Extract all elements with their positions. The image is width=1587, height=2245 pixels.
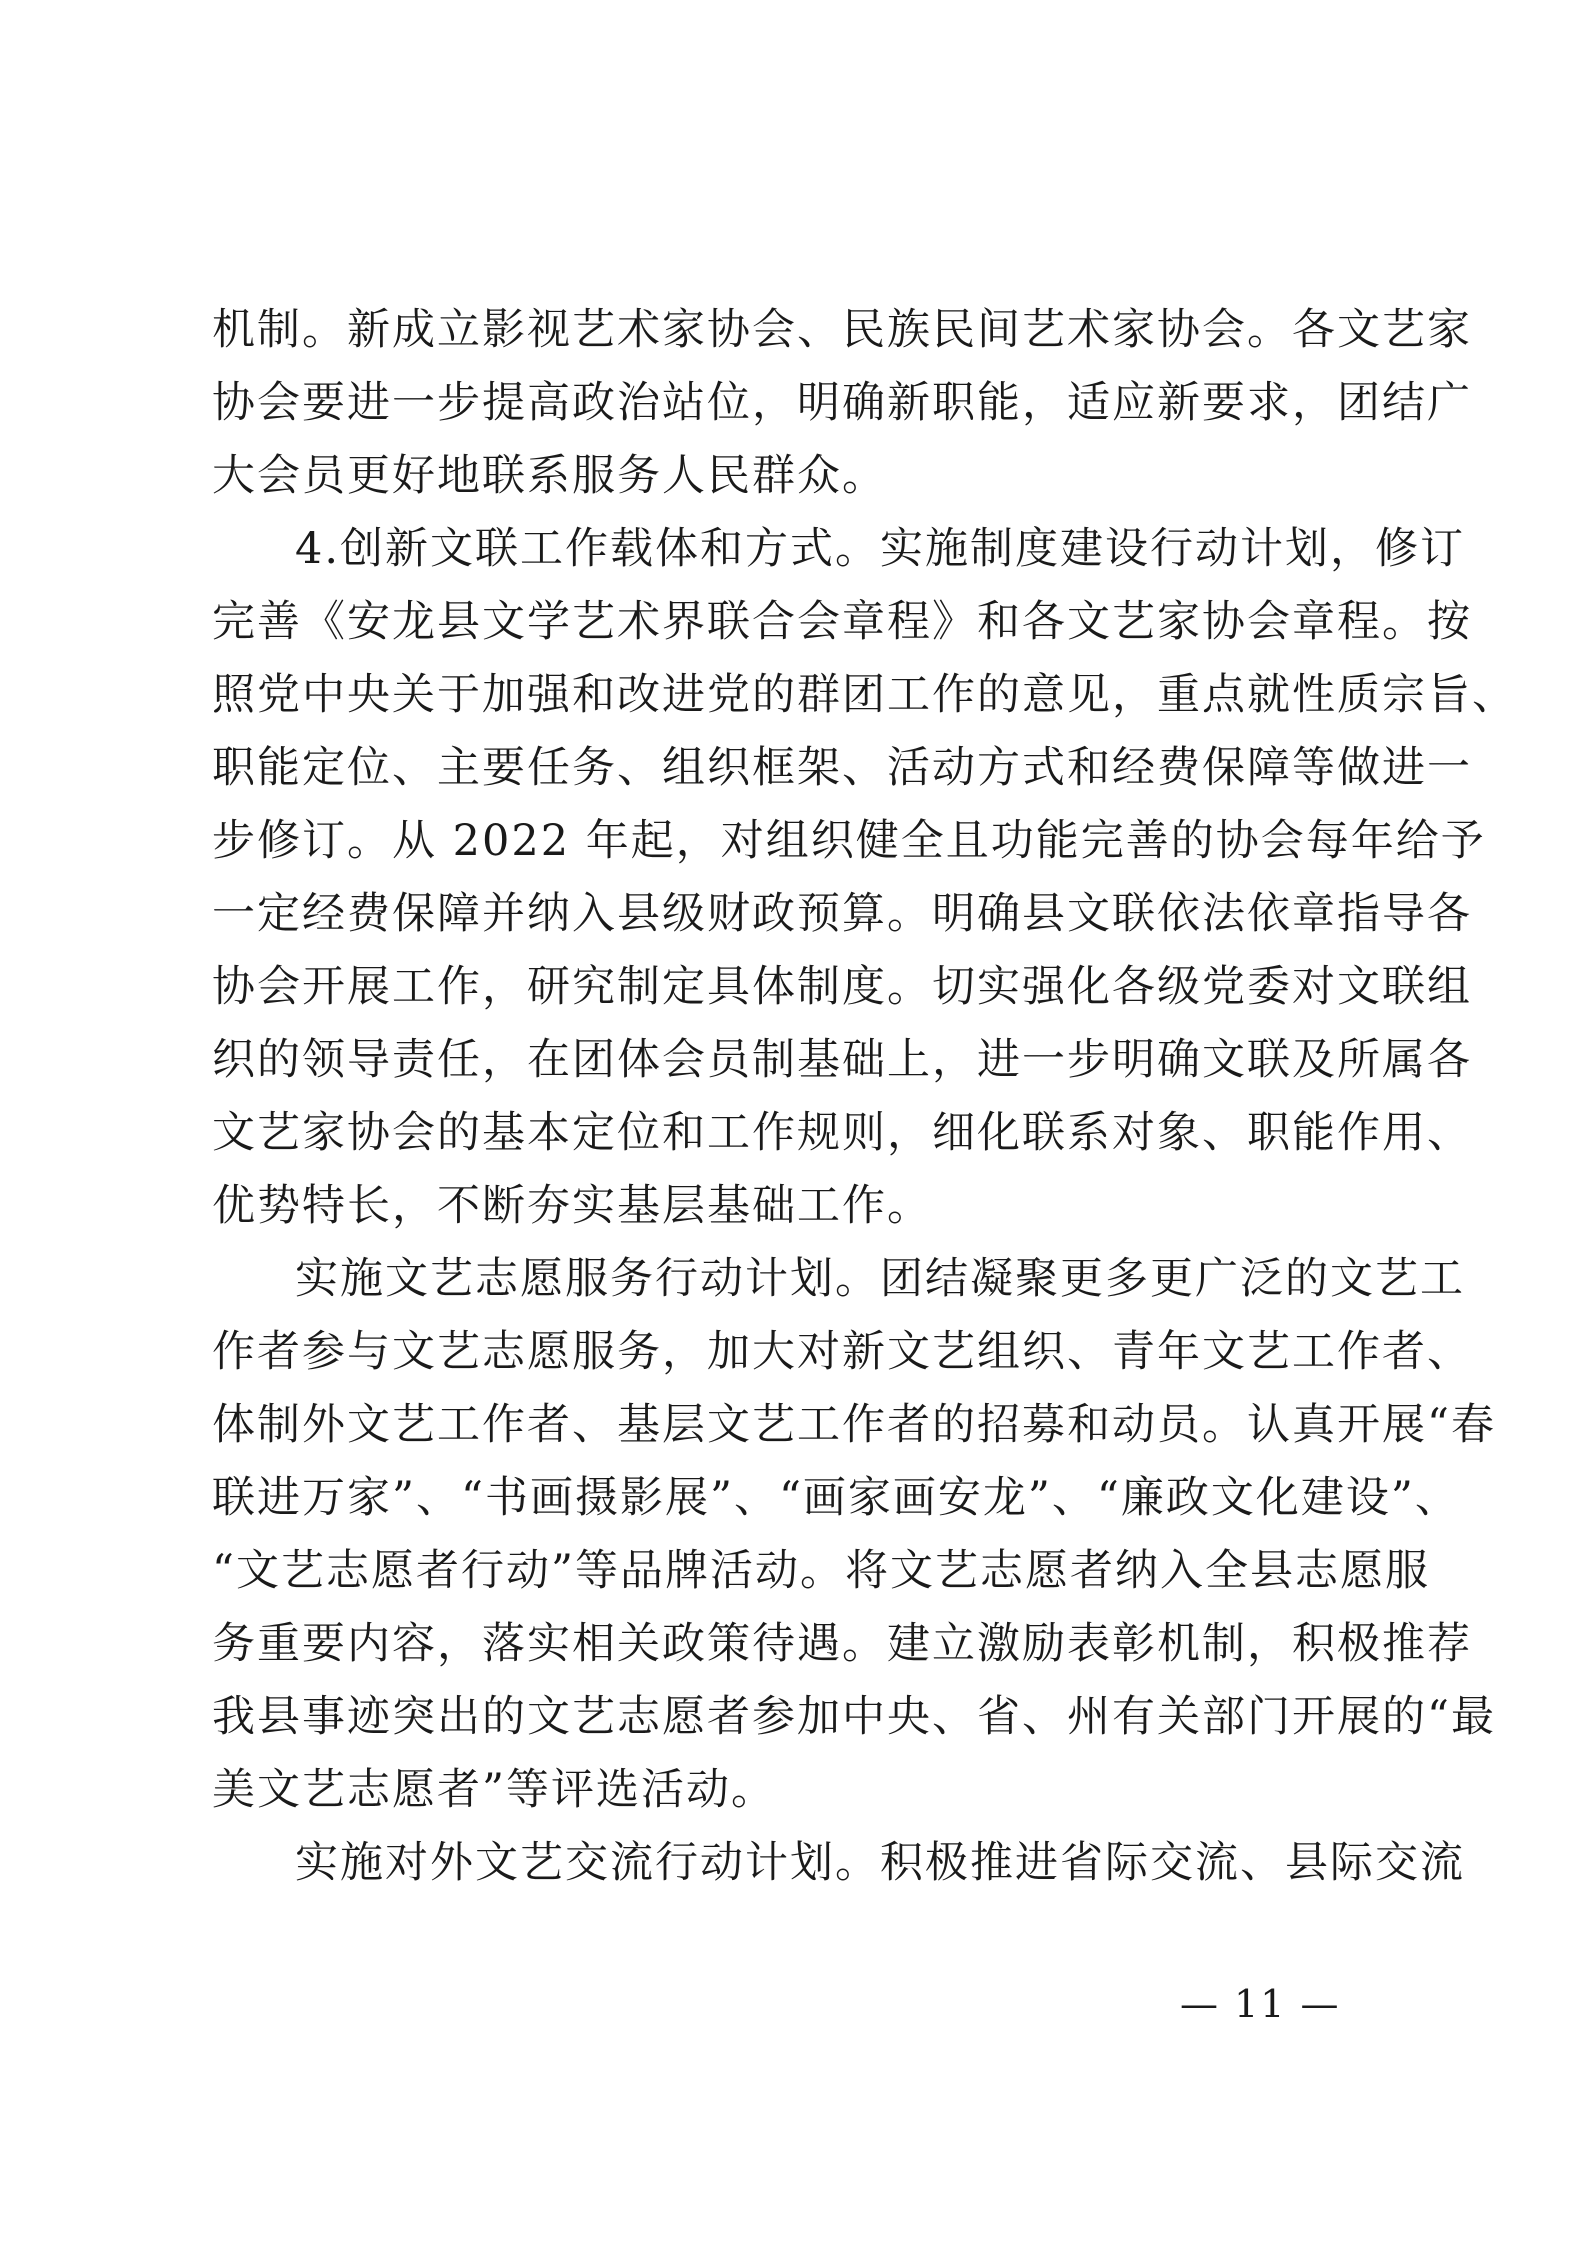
body-line: 织的领导责任，在团体会员制基础上，进一步明确文联及所属各 [212, 1035, 1472, 1085]
body-line: 体制外文艺工作者、基层文艺工作者的招募和动员。认真开展“春 [212, 1400, 1496, 1450]
body-line: 照党中央关于加强和改进党的群团工作的意见，重点就性质宗旨、 [212, 670, 1517, 720]
body-line: 职能定位、主要任务、组织框架、活动方式和经费保障等做进一 [212, 743, 1472, 793]
body-line: “文艺志愿者行动”等品牌活动。将文艺志愿者纳入全县志愿服 [212, 1546, 1430, 1596]
body-line: 实施对外文艺交流行动计划。积极推进省际交流、县际交流 [295, 1838, 1465, 1888]
body-line: 联进万家”、“书画摄影展”、“画家画安龙”、“廉政文化建设”、 [212, 1473, 1460, 1523]
body-line: 务重要内容，落实相关政策待遇。建立激励表彰机制，积极推荐 [212, 1619, 1472, 1669]
section-heading-line: 4.创新文联工作载体和方式。实施制度建设行动计划，修订 [295, 524, 1466, 574]
body-line: 我县事迹突出的文艺志愿者参加中央、省、州有关部门开展的“最 [212, 1692, 1496, 1742]
body-line: 文艺家协会的基本定位和工作规则，细化联系对象、职能作用、 [212, 1108, 1472, 1158]
body-line: 完善《安龙县文学艺术界联合会章程》和各文艺家协会章程。按 [212, 597, 1472, 647]
body-line: 实施文艺志愿服务行动计划。团结凝聚更多更广泛的文艺工 [295, 1254, 1465, 1304]
body-line: 机制。新成立影视艺术家协会、民族民间艺术家协会。各文艺家 [212, 305, 1472, 355]
body-line: 大会员更好地联系服务人民群众。 [212, 451, 887, 501]
body-line: 美文艺志愿者”等评选活动。 [212, 1765, 776, 1815]
body-line: 协会开展工作，研究制定具体制度。切实强化各级党委对文联组 [212, 962, 1472, 1012]
body-line: 一定经费保障并纳入县级财政预算。明确县文联依法依章指导各 [212, 889, 1472, 939]
body-line: 作者参与文艺志愿服务，加大对新文艺组织、青年文艺工作者、 [212, 1327, 1472, 1377]
body-line: 优势特长，不断夯实基层基础工作。 [212, 1181, 932, 1231]
body-line: 步修订。从 2022 年起，对组织健全且功能完善的协会每年给予 [212, 816, 1486, 866]
body-line: 协会要进一步提高政治站位，明确新职能，适应新要求，团结广 [212, 378, 1472, 428]
page-number: — 11 — [1180, 1982, 1341, 2026]
